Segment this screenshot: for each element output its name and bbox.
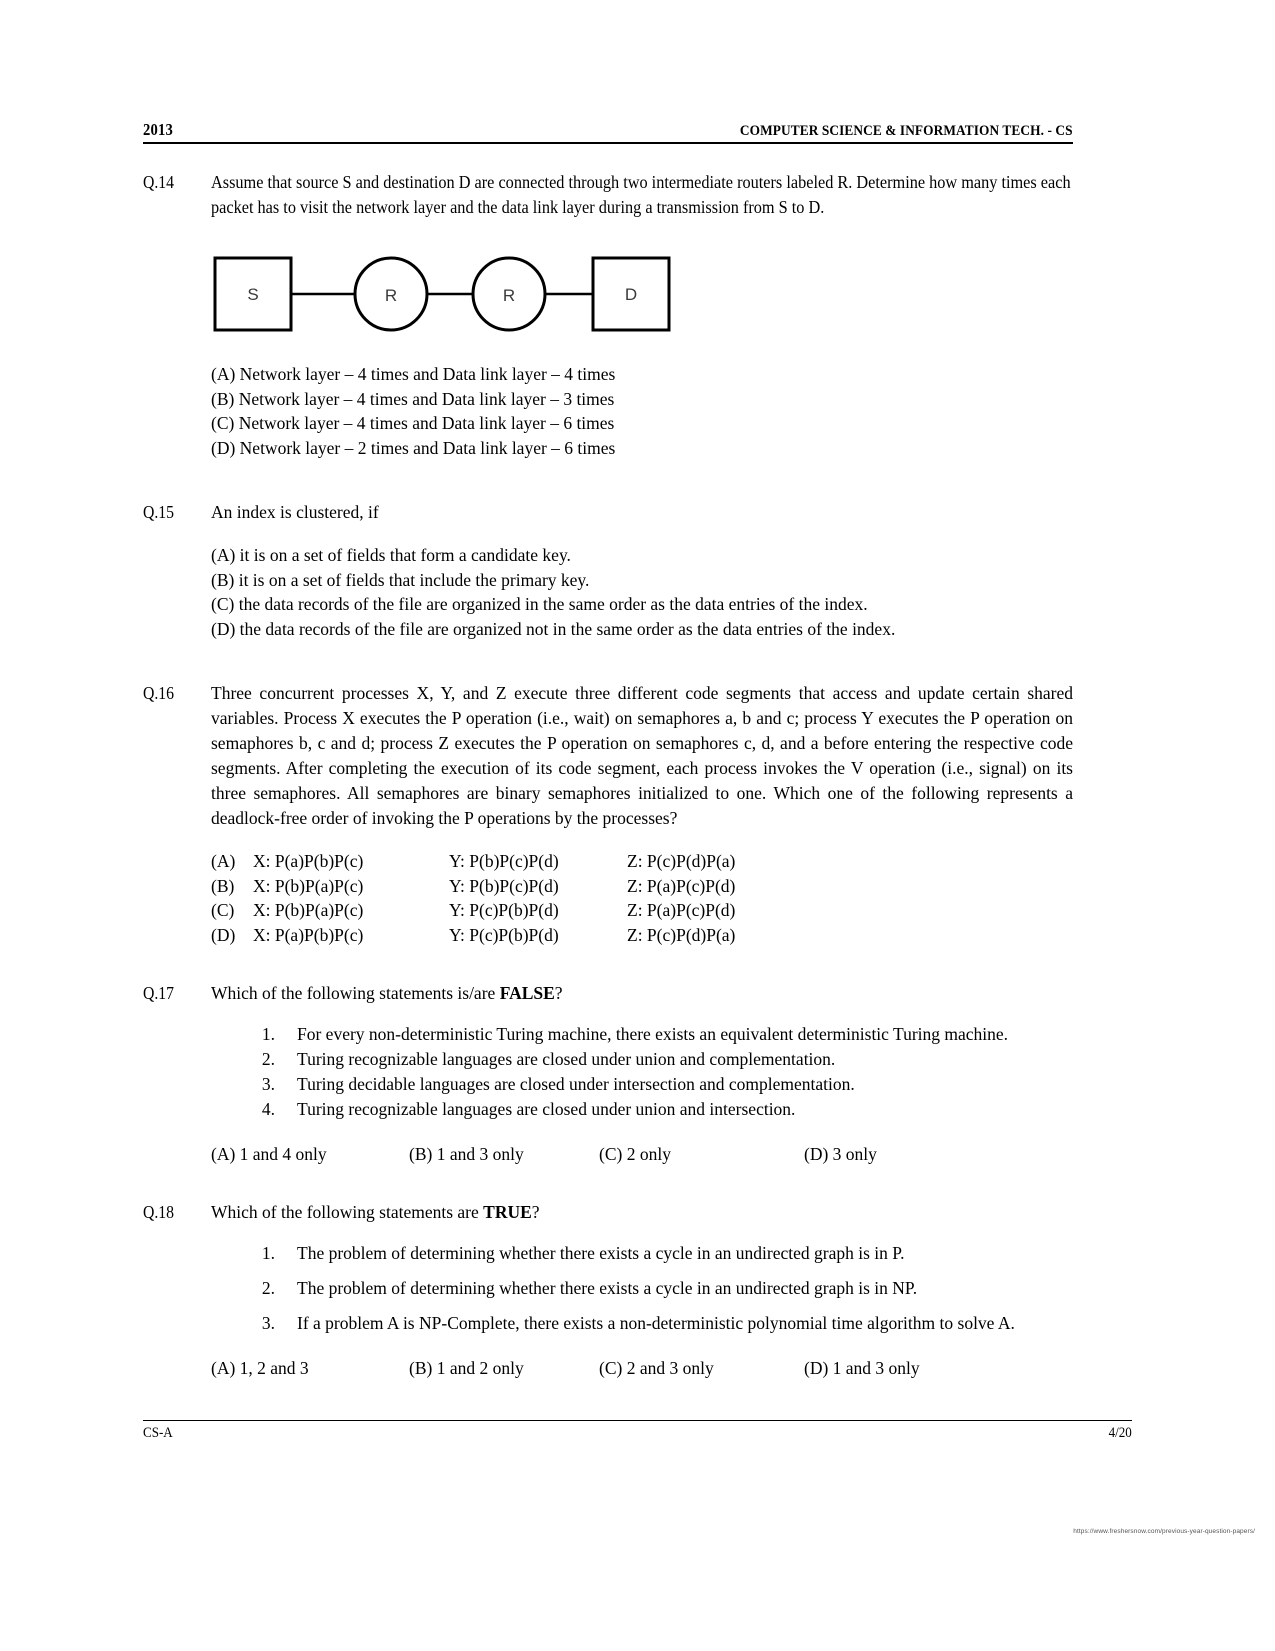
statement-q18-2-number: 2. — [261, 1278, 275, 1298]
question-stem-q15: An index is clustered, if — [211, 502, 379, 522]
option-q16-d-process-x: X: P(a)P(b)P(c) — [253, 924, 364, 945]
option-q16-c-process-y: Y: P(c)P(b)P(d) — [449, 900, 559, 920]
option-q16-d-process-z: Z: P(c)P(d)P(a) — [627, 924, 736, 945]
statement-q18-1 — [251, 1241, 1073, 1266]
statement-q18-2 — [251, 1276, 1073, 1301]
node-label-d: D — [624, 285, 638, 304]
option-q16-d[interactable] — [211, 923, 1073, 948]
option-q15-d[interactable]: (D) the data records of the file are organized not in the same order as the data entries of the index. — [211, 618, 896, 639]
question-q16 — [143, 681, 1073, 947]
exam-subject-title: COMPUTER SCIENCE & INFORMATION TECH. - CS — [740, 123, 1073, 139]
question-q18 — [143, 1200, 1073, 1380]
option-q16-c-process-x: X: P(b)P(a)P(c) — [253, 900, 364, 920]
question-q14 — [143, 170, 1073, 460]
question-number-q17: Q.17 — [143, 983, 175, 1003]
question-stem-q17 — [211, 981, 1073, 1006]
question-number-q15: Q.15 — [143, 502, 175, 522]
node-label-s: S — [247, 285, 259, 304]
choice-q17-d[interactable]: (D) 3 only — [804, 1144, 877, 1164]
option-q14-d[interactable]: (D) Network layer – 2 times and Data link layer – 6 times — [211, 437, 616, 458]
choices-q18 — [211, 1356, 1073, 1380]
statement-q18-2-text: The problem of determining whether there exists a cycle in an undirected graph is in NP. — [297, 1278, 918, 1298]
option-q14-a[interactable]: (A) Network layer – 4 times and Data link layer – 4 times — [211, 364, 616, 384]
statement-q17-4-text: Turing recognizable languages are closed under union and intersection. — [297, 1099, 796, 1119]
topology-svg — [211, 244, 851, 344]
choice-q17-c[interactable]: (C) 2 only — [599, 1144, 671, 1164]
statement-q17-3 — [251, 1072, 1073, 1097]
question-stem-q17-emphasis: FALSE — [499, 983, 555, 1003]
question-q15 — [143, 500, 1073, 641]
option-q16-a-process-x: X: P(a)P(b)P(c) — [253, 851, 364, 871]
choice-q17-a[interactable]: (A) 1 and 4 only — [211, 1144, 327, 1164]
choice-q18-d[interactable]: (D) 1 and 3 only — [804, 1358, 920, 1378]
question-number-q16: Q.16 — [143, 683, 175, 703]
question-number-q18: Q.18 — [143, 1202, 175, 1222]
source-watermark: https://www.freshersnow.com/previous-year-question-papers/ — [1073, 1528, 1255, 1535]
statement-q18-3-text: If a problem A is NP-Complete, there exists a non-deterministic polynomial time algorithm to solve A. — [297, 1313, 1015, 1333]
question-stem-q18 — [211, 1200, 1073, 1225]
page-number: 4/20 — [1108, 1425, 1132, 1441]
statement-q17-1-number: 1. — [261, 1024, 275, 1044]
options-q16 — [211, 849, 1073, 947]
node-label-r2: R — [502, 286, 516, 305]
statement-list-q18 — [251, 1241, 1073, 1336]
exam-year: 2013 — [143, 120, 173, 139]
choices-q17 — [211, 1142, 1073, 1166]
choice-q17-b[interactable]: (B) 1 and 3 only — [409, 1144, 524, 1164]
option-q16-c-process-z: Z: P(a)P(c)P(d) — [627, 900, 736, 920]
options-q15 — [211, 543, 1073, 641]
option-q16-b[interactable] — [211, 874, 1073, 899]
question-q17 — [143, 981, 1073, 1166]
statement-q17-4-number: 4. — [261, 1099, 275, 1119]
option-q14-c[interactable]: (C) Network layer – 4 times and Data link layer – 6 times — [211, 413, 615, 433]
choice-q18-b[interactable]: (B) 1 and 2 only — [409, 1358, 524, 1378]
question-stem-q18-prefix: Which of the following statements are — [211, 1202, 484, 1222]
statement-q17-3-number: 3. — [261, 1074, 275, 1094]
statement-q18-3-number: 3. — [261, 1313, 275, 1333]
question-stem-q16: Three concurrent processes X, Y, and Z execute three different code segments that access and update certain shared variables. Process X executes the P operation (i.e., wait) on semaphores a, b and c; process Y executes the P operation on semaphores b, c and d; process Z executes the P operation on semaphores c, d, and a before entering the respective code segments. After completing the execution of its code segment, each process invokes the V operation (i.e., signal) on its three semaphores. All semaphores are binary semaphores initialized to one. Which one of the following represents a deadlock-free order of invoking the P operations by the processes? — [211, 683, 1073, 828]
option-q15-c[interactable]: (C) the data records of the file are organized in the same order as the data entries of the index. — [211, 594, 868, 614]
option-q16-d-label: (D) — [211, 924, 236, 945]
statement-q18-1-text: The problem of determining whether there exists a cycle in an undirected graph is in P. — [297, 1243, 905, 1263]
paper-code: CS-A — [143, 1425, 173, 1441]
statement-q17-1-text: For every non-deterministic Turing machine, there exists an equivalent deterministic Turing machine. — [297, 1024, 1009, 1044]
statement-q18-3 — [251, 1311, 1073, 1336]
option-q16-c[interactable] — [211, 898, 1073, 923]
statement-q17-3-text: Turing decidable languages are closed under intersection and complementation. — [297, 1074, 855, 1094]
option-q14-b[interactable]: (B) Network layer – 4 times and Data link layer – 3 times — [211, 388, 615, 409]
option-q16-b-label: (B) — [211, 875, 235, 896]
option-q16-b-process-y: Y: P(b)P(c)P(d) — [449, 875, 559, 896]
option-q15-b[interactable]: (B) it is on a set of fields that include the primary key. — [211, 569, 590, 590]
option-q16-b-process-z: Z: P(a)P(c)P(d) — [627, 875, 736, 896]
question-stem-q18-emphasis: TRUE — [483, 1202, 532, 1222]
option-q16-a-label: (A) — [211, 851, 236, 871]
question-stem-q14: Assume that source S and destination D are connected through two intermediate routers labeled R. Determine how many times each packet has to visit the network layer and the data link layer during a transmission from S to D. — [211, 172, 1071, 217]
statement-q17-2-number: 2. — [261, 1049, 275, 1069]
node-label-r1: R — [384, 286, 398, 305]
option-q16-d-process-y: Y: P(c)P(b)P(d) — [449, 924, 559, 945]
options-q14 — [211, 362, 1073, 460]
option-q16-a-process-y: Y: P(b)P(c)P(d) — [449, 851, 559, 871]
statement-q18-1-number: 1. — [261, 1243, 275, 1263]
option-q16-c-label: (C) — [211, 900, 235, 920]
statement-q17-4 — [251, 1097, 1073, 1122]
question-stem-q17-suffix: ? — [554, 983, 563, 1003]
question-number-q14: Q.14 — [143, 172, 175, 192]
choice-q18-a[interactable]: (A) 1, 2 and 3 — [211, 1358, 309, 1378]
option-q16-a[interactable] — [211, 849, 1073, 874]
page-header — [143, 120, 1073, 144]
statement-q17-1 — [251, 1022, 1073, 1047]
page-footer — [143, 1420, 1132, 1442]
statement-list-q17 — [251, 1022, 1073, 1122]
statement-q17-2-text: Turing recognizable languages are closed under union and complementation. — [297, 1049, 836, 1069]
question-stem-q17-prefix: Which of the following statements is/are — [211, 983, 500, 1003]
choice-q18-c[interactable]: (C) 2 and 3 only — [599, 1358, 714, 1378]
network-topology-diagram — [211, 244, 1073, 344]
option-q15-a[interactable]: (A) it is on a set of fields that form a candidate key. — [211, 545, 571, 565]
statement-q17-2 — [251, 1047, 1073, 1072]
option-q16-b-process-x: X: P(b)P(a)P(c) — [253, 875, 364, 896]
option-q16-a-process-z: Z: P(c)P(d)P(a) — [627, 851, 736, 871]
page-content — [143, 120, 1073, 1380]
question-stem-q18-suffix: ? — [531, 1202, 540, 1222]
